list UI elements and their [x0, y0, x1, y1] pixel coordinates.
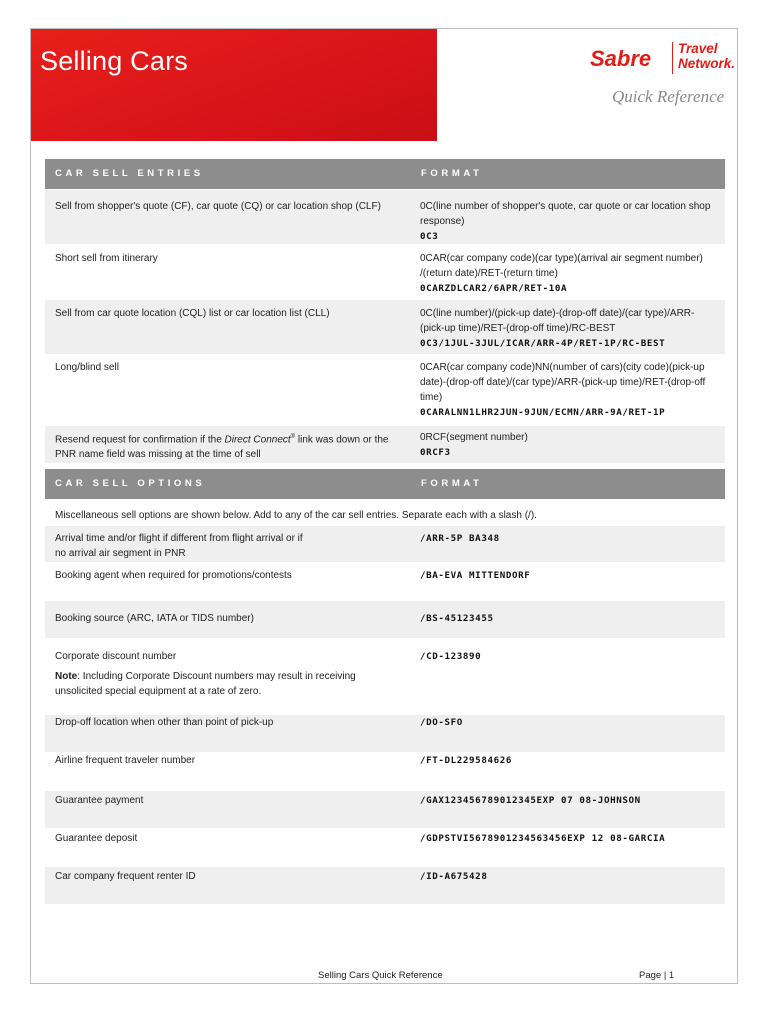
option-example: /DO-SFO — [420, 717, 463, 728]
option-example: /BA-EVA MITTENDORF — [420, 570, 531, 581]
format-example: 0C3/1JUL-3JUL/ICAR/ARR-4P/RET-1P/RC-BEST — [420, 338, 666, 349]
table-row — [45, 829, 725, 866]
option-description: Car company frequent renter ID — [55, 871, 196, 882]
logo-brand: Sabre — [590, 46, 652, 71]
table-row — [45, 753, 725, 790]
page-title: Selling Cars — [40, 46, 188, 76]
option-example: /CD-123890 — [420, 651, 482, 662]
option-example: /GDPSTVI5678901234563456EXP 12 08-GARCIA — [420, 833, 666, 844]
description-text: link was down or the PNR name field was missing at the time of sell — [55, 434, 389, 461]
table-row — [45, 300, 725, 354]
format-syntax: 0CAR(car company code)NN(number of cars)(city code)(pick-up date)-(drop-off date)/(car type)/ARR-(pick-up time)/RET-(drop-off time) — [420, 362, 706, 403]
logo-tagline — [678, 41, 735, 71]
options-intro-row — [45, 500, 725, 525]
option-description: Booking source (ARC, IATA or TIDS number) — [55, 613, 254, 624]
entry-format — [420, 306, 715, 351]
option-example: /ID-A675428 — [420, 871, 488, 882]
option-example: /GAX123456789012345EXP 07 08-JOHNSON — [420, 795, 641, 806]
table-row — [45, 791, 725, 828]
option-example: /FT-DL229584626 — [420, 755, 512, 766]
format-syntax: 0RCF(segment number) — [420, 432, 528, 443]
table-row — [45, 639, 725, 714]
description-text: Resend request for confirmation if the — [55, 434, 225, 446]
note-text: : Including Corporate Discount numbers may result in receiving unsolicited special equipment at a rate of zero. — [55, 671, 356, 697]
option-description-text: Corporate discount number — [55, 651, 177, 662]
table-row — [45, 563, 725, 600]
column-header-format: FORMAT — [421, 478, 483, 489]
option-example: /ARR-5P BA348 — [420, 533, 500, 544]
entry-description: Long/blind sell — [55, 362, 119, 373]
table-row — [45, 245, 725, 299]
option-description: Drop-off location when other than point of pick-up — [55, 717, 274, 728]
option-description: Booking agent when required for promotions/contests — [55, 570, 292, 581]
format-example: 0C3 — [420, 231, 439, 242]
option-description — [55, 649, 405, 699]
format-syntax: 0C(line number of shopper's quote, car quote or car location shop response) — [420, 201, 711, 227]
page-subtitle: Quick Reference — [612, 87, 725, 106]
option-description: Arrival time and/or flight if different from flight arrival or if no arrival air segment in PNR — [55, 533, 303, 559]
logo-divider — [672, 42, 673, 74]
page-number: Page | 1 — [639, 970, 675, 981]
table-row — [45, 355, 725, 425]
logo-line-1: Travel — [678, 41, 718, 56]
entry-format — [420, 251, 715, 296]
entry-description: Sell from shopper's quote (CF), car quote (CQ) or car location shop (CLF) — [55, 201, 381, 212]
entry-format — [420, 430, 715, 460]
option-example: /BS-45123455 — [420, 613, 494, 624]
footer-title: Selling Cars Quick Reference — [318, 970, 443, 981]
format-example: 0RCF3 — [420, 447, 451, 458]
description-emphasis: Direct Connect — [224, 434, 291, 446]
table-row — [45, 601, 725, 638]
format-example: 0CARALNN1LHR2JUN-9JUN/ECMN/ARR-9A/RET-1P — [420, 407, 666, 418]
table-row — [45, 190, 725, 244]
table-row — [45, 867, 725, 904]
table-row — [45, 426, 725, 463]
table-header — [45, 469, 725, 499]
column-header-entries: CAR SELL ENTRIES — [55, 168, 204, 179]
registered-mark: ® — [290, 434, 296, 440]
column-header-format: FORMAT — [421, 168, 483, 179]
option-description: Guarantee deposit — [55, 833, 138, 844]
note-label: Note — [55, 671, 78, 682]
entry-description: Short sell from itinerary — [55, 253, 158, 264]
table-header — [45, 159, 725, 189]
option-description: Guarantee payment — [55, 795, 144, 806]
format-syntax: 0CAR(car company code)(car type)(arrival air segment number) /(return date)/RET-(return time) — [420, 253, 703, 279]
sabre-logo — [590, 40, 735, 80]
options-intro: Miscellaneous sell options are shown below. Add to any of the car sell entries. Separate each with a slash (/). — [55, 510, 537, 521]
entry-description — [55, 430, 405, 462]
format-example: 0CARZDLCAR2/6APR/RET-10A — [420, 283, 568, 294]
column-header-options: CAR SELL OPTIONS — [55, 478, 206, 489]
logo-line-2: Network. — [678, 56, 736, 71]
option-description: Airline frequent traveler number — [55, 755, 196, 766]
format-syntax: 0C(line number)/(pick-up date)-(drop-off date)/(car type)/ARR-(pick-up time)/RET-(drop-off time)/RC-BEST — [420, 308, 695, 334]
entry-description: Sell from car quote location (CQL) list or car location list (CLL) — [55, 308, 330, 319]
option-note — [55, 669, 405, 699]
entry-format — [420, 199, 715, 244]
entry-format — [420, 360, 715, 420]
table-row — [45, 526, 725, 562]
table-row — [45, 715, 725, 752]
